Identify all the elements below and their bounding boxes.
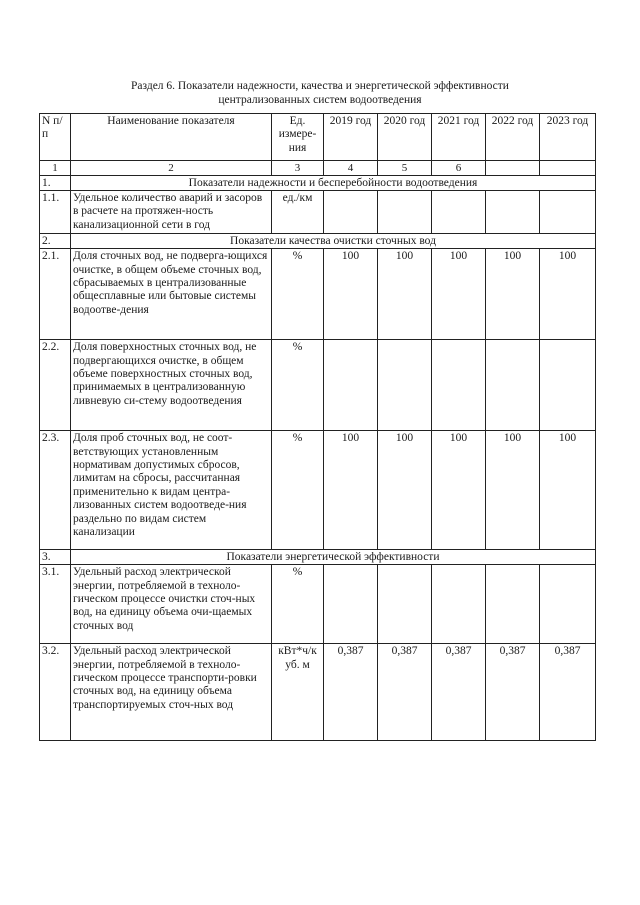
- column-number: [486, 161, 540, 176]
- page-title: [0, 79, 640, 107]
- column-number-row: [40, 161, 596, 176]
- indicator-code: 2.1.: [40, 249, 71, 340]
- indicator-unit: %: [272, 565, 324, 644]
- indicator-value: [324, 340, 378, 431]
- column-number: [540, 161, 596, 176]
- header-row: [40, 114, 596, 161]
- indicator-name: Доля поверхностных сточных вод, не подвергающихся очистке, в общем объеме поверхностных сточных вод, принимаемых в централизованную ливневую си-стему водоотведения: [71, 340, 272, 431]
- indicator-value: 100: [378, 249, 432, 340]
- indicator-code: 3.2.: [40, 644, 71, 741]
- column-number: 3: [272, 161, 324, 176]
- indicator-value: [432, 340, 486, 431]
- header-year-2021: 2021 год: [432, 114, 486, 161]
- indicator-unit: %: [272, 431, 324, 550]
- column-number: 2: [71, 161, 272, 176]
- indicator-code: 2.3.: [40, 431, 71, 550]
- indicator-name: Удельный расход электрической энергии, потребляемой в техноло-гическом процессе очистки сточ-ных вод, на единицу объема очи-щаемых сточных вод: [71, 565, 272, 644]
- indicator-row: [40, 191, 596, 234]
- indicator-row: [40, 340, 596, 431]
- indicator-value: 100: [432, 431, 486, 550]
- column-number: 6: [432, 161, 486, 176]
- header-year-2019: 2019 год: [324, 114, 378, 161]
- title-line-2: централизованных систем водоотведения: [218, 94, 422, 106]
- indicator-row: [40, 565, 596, 644]
- indicator-value: [378, 565, 432, 644]
- indicator-value: 0,387: [432, 644, 486, 741]
- indicator-value: [378, 340, 432, 431]
- indicator-value: 100: [324, 431, 378, 550]
- indicator-unit: кВт*ч/к уб. м: [272, 644, 324, 741]
- column-number: 5: [378, 161, 432, 176]
- indicator-value: 0,387: [324, 644, 378, 741]
- indicator-value: 0,387: [378, 644, 432, 741]
- indicator-value: [540, 340, 596, 431]
- section-row: [40, 176, 596, 191]
- indicator-row: [40, 644, 596, 741]
- indicator-code: 2.2.: [40, 340, 71, 431]
- section-row: [40, 234, 596, 249]
- indicator-value: 0,387: [486, 644, 540, 741]
- indicator-value: [324, 191, 378, 234]
- indicator-value: 100: [432, 249, 486, 340]
- indicators-table: [39, 113, 596, 741]
- header-unit: Ед. измере-ния: [272, 114, 324, 161]
- indicator-row: [40, 249, 596, 340]
- column-number: 4: [324, 161, 378, 176]
- header-num: N п/п: [40, 114, 71, 161]
- indicator-value: [324, 565, 378, 644]
- indicator-unit: %: [272, 249, 324, 340]
- indicator-value: [432, 191, 486, 234]
- indicator-unit: ед./км: [272, 191, 324, 234]
- section-row: [40, 550, 596, 565]
- header-year-2020: 2020 год: [378, 114, 432, 161]
- indicator-name: Удельное количество аварий и засоров в расчете на протяжен-ность канализационной сети в год: [71, 191, 272, 234]
- section-code: 1.: [40, 176, 71, 191]
- column-number: 1: [40, 161, 71, 176]
- indicator-value: [378, 191, 432, 234]
- section-title: Показатели качества очистки сточных вод: [71, 234, 596, 249]
- indicator-value: [540, 191, 596, 234]
- indicator-code: 1.1.: [40, 191, 71, 234]
- section-title: Показатели энергетической эффективности: [71, 550, 596, 565]
- header-year-2022: 2022 год: [486, 114, 540, 161]
- section-title: Показатели надежности и бесперебойности водоотведения: [71, 176, 596, 191]
- indicator-value: 100: [324, 249, 378, 340]
- indicator-name: Доля сточных вод, не подверга-ющихся очистке, в общем объеме сточных вод, сбрасываемых в централизованные общесплавные или бытовые системы водоотве-дения: [71, 249, 272, 340]
- indicator-name: Доля проб сточных вод, не соот-ветствующих установленным нормативам допустимых сбросов, лимитам на сбросы, рассчитанная применительно к видам центра-лизованных систем водоотведе-ния раздельно по видам систем канализации: [71, 431, 272, 550]
- indicator-value: 100: [486, 249, 540, 340]
- section-code: 3.: [40, 550, 71, 565]
- header-name: Наименование показателя: [71, 114, 272, 161]
- header-year-2023: 2023 год: [540, 114, 596, 161]
- indicator-value: [486, 340, 540, 431]
- indicator-value: 100: [540, 249, 596, 340]
- indicator-value: 100: [378, 431, 432, 550]
- indicator-unit: %: [272, 340, 324, 431]
- indicator-value: 100: [486, 431, 540, 550]
- indicator-row: [40, 431, 596, 550]
- section-code: 2.: [40, 234, 71, 249]
- indicator-value: 0,387: [540, 644, 596, 741]
- indicator-value: [486, 191, 540, 234]
- indicator-value: [432, 565, 486, 644]
- indicator-value: [540, 565, 596, 644]
- title-line-1: Раздел 6. Показатели надежности, качества и энергетической эффективности: [131, 80, 509, 92]
- indicator-name: Удельный расход электрической энергии, потребляемой в техноло-гическом процессе транспорти-ровки сточных вод, на единицу объема транспортируемых сточ-ных вод: [71, 644, 272, 741]
- indicator-code: 3.1.: [40, 565, 71, 644]
- indicator-value: 100: [540, 431, 596, 550]
- indicator-value: [486, 565, 540, 644]
